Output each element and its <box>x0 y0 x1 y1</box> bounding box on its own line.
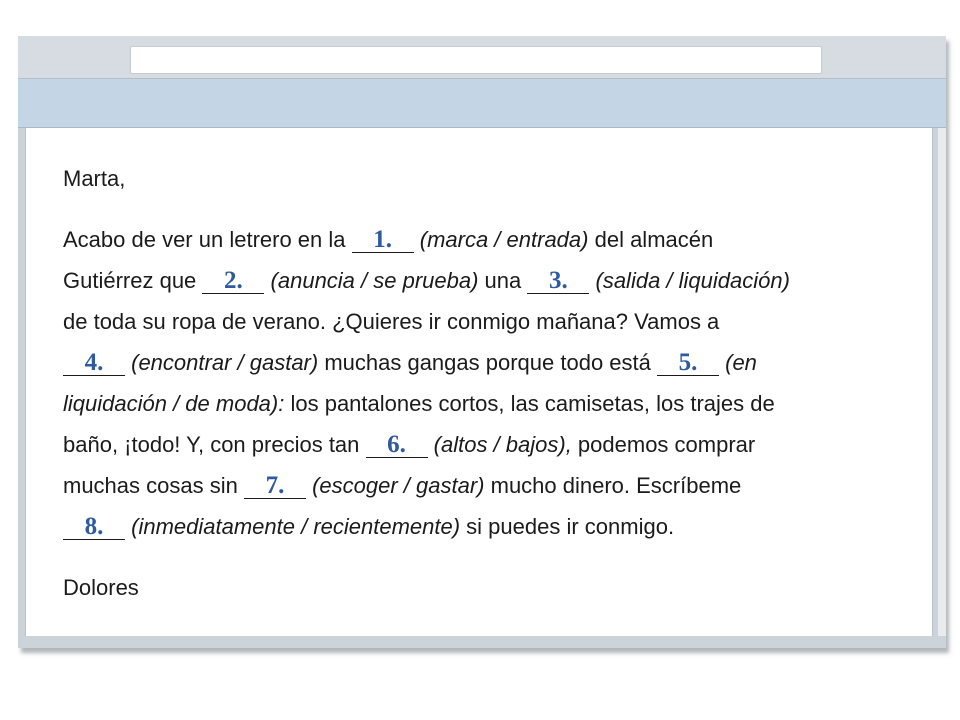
message-text: de toda su ropa de verano. ¿Quieres ir conmigo mañana? Vamos a <box>63 309 720 334</box>
word-options: (salida / liquidación) <box>595 268 790 293</box>
message-line <box>63 219 943 260</box>
message-text: una <box>478 268 528 293</box>
answer-blank[interactable] <box>63 515 125 540</box>
email-message <box>63 158 943 608</box>
message-text: si puedes ir conmigo. <box>460 514 675 539</box>
answer-blank[interactable] <box>657 351 719 376</box>
word-options: (marca / entrada) <box>419 227 589 252</box>
message-line <box>63 506 943 547</box>
blank-number: 7. <box>265 472 285 499</box>
message-text: Gutiérrez que <box>63 268 203 293</box>
message-text: baño, ¡todo! Y, con precios tan <box>63 432 366 457</box>
address-field[interactable] <box>130 46 822 74</box>
message-body-pane <box>25 128 933 636</box>
answer-blank[interactable] <box>202 269 264 294</box>
word-options: (altos / bajos), <box>433 432 572 457</box>
salutation: Marta, <box>63 166 126 191</box>
message-text: Acabo de ver un letrero en la <box>63 227 352 252</box>
message-text: muchas gangas porque todo está <box>318 350 657 375</box>
blank-number: 3. <box>549 267 568 294</box>
message-line <box>63 301 943 342</box>
signature: Dolores <box>63 575 139 600</box>
scrollbar[interactable] <box>938 128 946 636</box>
answer-blank[interactable] <box>527 269 589 294</box>
message-line <box>63 424 943 465</box>
blank-number: 5. <box>678 349 698 376</box>
message-text: podemos comprar <box>571 432 756 457</box>
answer-blank[interactable] <box>63 351 125 376</box>
blank-number: 8. <box>84 513 104 540</box>
blank-number: 4. <box>84 349 104 376</box>
toolbar <box>18 79 946 128</box>
message-text: del almacén <box>588 227 714 252</box>
answer-blank[interactable] <box>352 228 414 253</box>
blank-number: 2. <box>224 267 243 294</box>
word-options: (en <box>725 350 757 375</box>
message-text: los pantalones cortos, las camisetas, los trajes de <box>284 391 775 416</box>
word-options: (escoger / gastar) <box>312 473 485 498</box>
message-text: mucho dinero. Escríbeme <box>484 473 742 498</box>
answer-blank[interactable] <box>366 433 428 458</box>
message-line <box>63 342 943 383</box>
message-line <box>63 260 943 301</box>
answer-blank[interactable] <box>244 474 306 499</box>
email-window <box>18 36 946 648</box>
message-line <box>63 465 943 506</box>
message-paragraph <box>63 219 943 547</box>
blank-number: 6. <box>387 431 406 458</box>
message-text: muchas cosas sin <box>63 473 244 498</box>
title-bar <box>18 36 946 79</box>
word-options: (inmediatamente / recientemente) <box>131 514 461 539</box>
word-options: liquidación / de moda): <box>63 391 285 416</box>
blank-number: 1. <box>373 226 392 253</box>
word-options: (anuncia / se prueba) <box>270 268 479 293</box>
message-line <box>63 383 943 424</box>
word-options: (encontrar / gastar) <box>131 350 319 375</box>
